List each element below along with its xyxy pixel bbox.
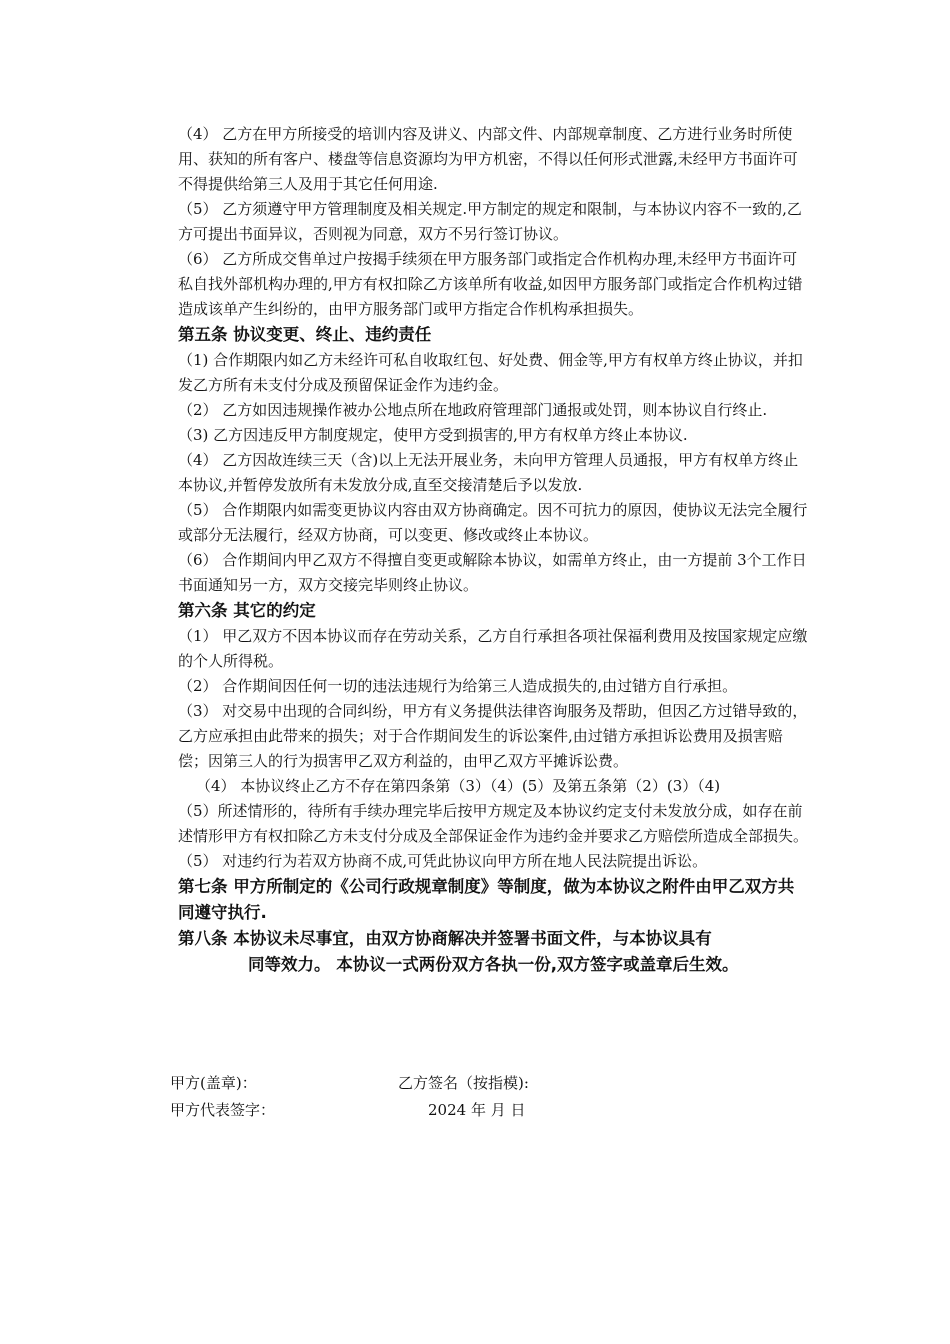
- article-8-first-line: 第八条 本协议未尽事宜，由双方协商解决并签署书面文件，与本协议具有: [178, 929, 712, 948]
- art6-item-4-continued: （5）所述情形的，待所有手续办理完毕后按甲方规定及本协议约定支付未发放分成，如存在前述情形甲方有权扣除乙方未支付分成及全部保证金作为违约金并要求乙方赔偿所造成全部损失。: [178, 802, 809, 845]
- art6-item-2: （2） 合作期间因任何一切的违法违规行为给第三人造成损失的,由过错方自行承担。: [178, 677, 738, 695]
- article-6-heading: 第六条 其它的约定: [178, 601, 316, 620]
- signature-row-1: [170, 1070, 770, 1097]
- art6-item-1: （1） 甲乙双方不因本协议而存在劳动关系，乙方自行承担各项社保福利费用及按国家规定应缴的个人所得税。: [178, 627, 808, 670]
- art6-item-3: （3） 对交易中出现的合同纠纷，甲方有义务提供法律咨询服务及帮助，但因乙方过错导致的，乙方应承担由此带来的损失；对于合作期间发生的诉讼案件,由过错方承担诉讼费用及损害赔偿；因第三人的行为损害甲乙双方利益的，由甲乙双方平摊诉讼费。: [178, 702, 808, 770]
- art4-item-4: （4） 乙方在甲方所接受的培训内容及讲义、内部文件、内部规章制度、乙方进行业务时所使用、获知的所有客户、楼盘等信息资源均为甲方机密，不得以任何形式泄露,未经甲方书面许可不得提供给第三人及用于其它任何用途.: [178, 125, 798, 193]
- art5-item-6: （6） 合作期间内甲乙双方不得擅自变更或解除本协议，如需单方终止，由一方提前 3个工作日书面通知另一方，双方交接完毕则终止协议。: [178, 551, 807, 594]
- article-7: 第七条 甲方所制定的《公司行政规章制度》等制度，做为本协议之附件由甲乙双方共同遵守执行.: [178, 877, 795, 922]
- art5-item-1: （1) 合作期限内如乙方未经许可私自收取红包、好处费、佣金等,甲方有权单方终止协议，并扣发乙方所有未支付分成及预留保证金作为违约金。: [178, 351, 803, 394]
- party-a-rep-label: 甲方代表签字：: [170, 1101, 276, 1119]
- article-5-heading: 第五条 协议变更、终止、违约责任: [178, 325, 432, 344]
- agreement-body: [178, 122, 810, 978]
- art5-item-3: （3) 乙方因违反甲方制度规定，使甲方受到损害的,甲方有权单方终止本协议.: [178, 426, 688, 444]
- signature-block: [170, 1070, 770, 1124]
- art5-item-2: （2） 乙方如因违规操作被办公地点所在地政府管理部门通报或处罚，则本协议自行终止.: [178, 401, 768, 419]
- signing-date: 2024 年 月 日: [428, 1101, 526, 1119]
- party-b-sign-label: 乙方签名（按指模):: [398, 1074, 529, 1092]
- art4-item-5: （5） 乙方须遵守甲方管理制度及相关规定.甲方制定的规定和限制，与本协议内容不一致的,乙方可提出书面异议，否则视为同意，双方不另行签订协议。: [178, 200, 802, 243]
- party-a-seal-label: 甲方(盖章)：: [170, 1074, 257, 1092]
- art6-item-4-first-line: （4） 本协议终止乙方不存在第四条第（3）（4）(5）及第五条第（2）(3）（4): [196, 777, 721, 795]
- art5-item-5: （5） 合作期限内如需变更协议内容由双方协商确定。因不可抗力的原因，使协议无法完全履行或部分无法履行，经双方协商，可以变更、修改或终止本协议。: [178, 501, 808, 544]
- signature-row-2: [170, 1097, 770, 1124]
- art4-item-6: （6） 乙方所成交售单过户按揭手续须在甲方服务部门或指定合作机构办理,未经甲方书面许可私自找外部机构办理的,甲方有权扣除乙方该单所有收益,如因甲方服务部门或指定合作机构过错造成该单产生纠纷的，由甲方服务部门或甲方指定合作机构承担损失。: [178, 250, 803, 318]
- article-8-continued: 同等效力。 本协议一式两份双方各执一份,双方签字或盖章后生效。: [248, 955, 739, 974]
- art5-item-4: （4） 乙方因故连续三天（含)以上无法开展业务，未向甲方管理人员通报，甲方有权单方终止本协议,并暂停发放所有未发放分成,直至交接清楚后予以发放.: [178, 451, 799, 494]
- article-8: [178, 926, 810, 978]
- art6-item-5: （5） 对违约行为若双方协商不成,可凭此协议向甲方所在地人民法院提出诉讼。: [178, 852, 708, 870]
